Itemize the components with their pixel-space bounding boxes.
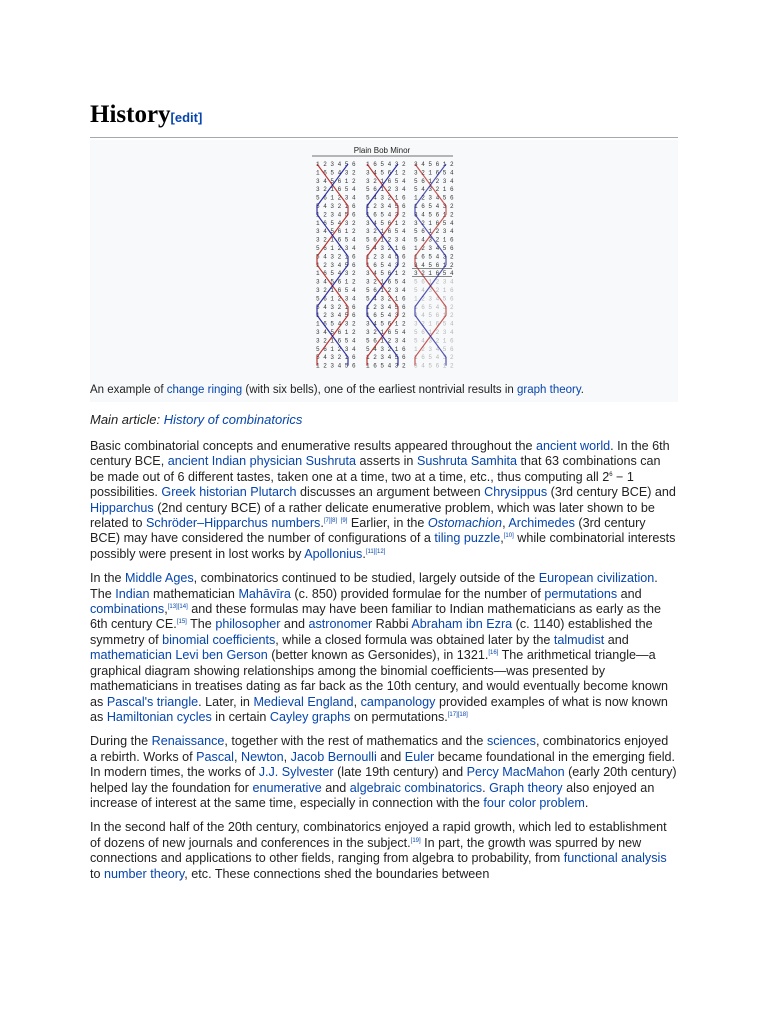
hamiltonian-cycles-link[interactable]: Hamiltonian cycles [106,709,212,724]
bell-row-digits: 3 2 1 6 5 4 [414,270,454,278]
combinations-link[interactable]: combinations [90,602,165,617]
bell-row-digits: 1 2 3 4 5 6 [316,312,356,320]
bell-row-digits: 1 6 5 4 3 2 [316,270,356,278]
chrysippus-link[interactable]: Chrysippus [484,485,548,500]
bell-row-digits: 5 6 1 2 3 4 [316,194,356,202]
bell-row-digits: 5 4 3 2 1 6 [316,303,356,311]
bell-row-digits: 3 4 5 6 1 2 [366,270,406,278]
bell-row-digits: 3 4 5 6 1 2 [316,278,356,286]
bell-row-digits: 1 2 3 4 5 6 [366,303,406,311]
ostomachion-link[interactable]: Ostomachion [427,516,503,531]
bell-row-digits: 5 6 1 2 3 4 [414,329,454,336]
bell-row-digits: 1 2 3 4 5 6 [366,253,406,261]
percy-macmahon-link[interactable]: Percy MacMahon [466,765,565,780]
plutarch-link[interactable]: Greek historian Plutarch [161,485,297,500]
bell-row-digits: 3 2 1 6 5 4 [414,320,454,328]
bell-row-digits: 5 6 1 2 3 4 [414,177,454,185]
bell-row-digits: 1 2 3 4 5 6 [366,203,406,210]
bell-row-digits: 1 6 5 4 3 2 [366,312,406,320]
bell-row-digits: 3 2 1 6 5 4 [414,219,454,227]
bell-row-digits: 1 2 3 4 5 6 [316,161,356,168]
figure-caption: An example of change ringing (with six bells), one of the earliest nontrivial results in graph theory. [90,384,584,396]
bell-row-digits: 3 4 5 6 1 2 [414,161,454,168]
bell-row-digits: 3 4 5 6 1 2 [316,177,356,185]
astronomer-link[interactable]: astronomer [308,617,373,632]
bell-row-digits: 1 6 5 4 3 2 [366,211,406,219]
bell-row-digits: 5 4 3 2 1 6 [316,203,356,210]
four-color-problem-link[interactable]: four color problem [483,795,585,810]
algebraic-combinatorics-link[interactable]: algebraic combinatorics [349,780,483,795]
bell-row-digits: 3 4 5 6 1 2 [366,169,406,177]
philosopher-link[interactable]: philosopher [215,617,281,632]
bell-row-digits: 1 2 3 4 5 6 [414,245,454,252]
bell-row-digits: 1 6 5 4 3 2 [366,161,406,168]
bell-row-digits: 1 6 5 4 3 2 [366,261,406,269]
main-article-hatnote: Main article: History of combinatorics [90,412,303,427]
tiling-puzzle-link[interactable]: tiling puzzle [434,531,501,546]
bell-row-digits: 5 4 3 2 1 6 [366,345,406,353]
abraham-ibn-ezra-link[interactable]: Abraham ibn Ezra [411,617,513,632]
history-of-combinatorics-link[interactable]: History of combinatorics [163,412,303,427]
plain-bob-minor-diagram[interactable] [310,144,455,381]
bell-row-digits: 3 2 1 6 5 4 [366,278,406,286]
bell-row-digits: 5 4 3 2 1 6 [366,245,406,252]
reference-7-8[interactable]: [7][8] [323,517,338,524]
paragraph-3: During the Renaissance, together with the rest of mathematics and the sciences, combinatorics enjoyed a rebirth. Works of Pascal, Newton, Jacob Bernoulli and Euler became foundational in the emerging field. In modern times, the works of J.J. Sylvester (late 19th century) and Percy MacMahon (early 20th century) helped lay the foundation for enumerative and algebraic combinatorics. Graph theory also enjoyed an increase of interest at the same time, especially in connection with the four color problem. [90,734,677,810]
european-civilization-link[interactable]: European civilization [538,571,655,586]
diagram-title: Plain Bob Minor [353,146,411,155]
bell-row-digits: 3 2 1 6 5 4 [316,236,356,244]
paragraph-2: In the Middle Ages, combinatorics continued to be studied, largely outside of the European civilization. The Indian mathematician Mahāvīra (c. 850) provided formulae for the number of permutations and combinations,[13][14] and these formulas may have been familiar to Indian mathematicians as early as the 6th century CE.[15] The philosopher and astronomer Rabbi Abraham ibn Ezra (c. 1140) established the symmetry of binomial coefficients, while a closed formula was obtained later by the talmudist and mathematician Levi ben Gerson (better known as Gersonides), in 1321.[16] The arithmetical triangle—a graphical diagram showing relationships among the binomial coefficients—was presented by mathematicians in treatises dating as far back as the 10th century, and would eventually become known as Pascal's triangle. Later, in Medieval England, campanology provided examples of what is now known as Hamiltonian cycles in certain Cayley graphs on permutations.[17][18] [90,571,669,724]
reference-15[interactable]: [15] [176,619,187,626]
bell-row-digits: 3 2 1 6 5 4 [414,169,454,177]
apollonius-link[interactable]: Apollonius [304,546,363,561]
bell-row-digits: 1 2 3 4 5 6 [414,194,454,202]
bell-row-digits: 1 2 3 4 5 6 [414,345,454,353]
jj-sylvester-link[interactable]: J.J. Sylvester [258,765,334,780]
sushruta-samhita-link[interactable]: Sushruta Samhita [416,454,518,469]
bell-row-digits: 5 6 1 2 3 4 [414,228,454,236]
bell-row-digits: 1 6 5 4 3 2 [316,219,356,227]
bell-row-digits: 3 4 5 6 1 2 [366,320,406,328]
graph-theory-link[interactable]: graph theory [517,384,581,396]
bell-row-digits: 1 6 5 4 3 2 [316,169,356,177]
reference-11-12[interactable]: [11][12] [365,548,386,555]
bell-row-digits: 3 4 5 6 1 2 [366,219,406,227]
bell-row-digits: 5 6 1 2 3 4 [316,345,356,353]
paragraph-4: In the second half of the 20th century, combinatorics enjoyed a rapid growth, which led to establishment of dozens of new journals and conferences in the subject.[19] In part, the growth was spurred by new connections and applications to other fields, ranging from algebra to probability, from functional analysis to number theory, etc. These connections shed the boundaries between [90,820,667,881]
reference-16[interactable]: [16] [488,650,499,657]
bell-row-digits: 5 4 3 2 1 6 [316,354,356,362]
change-ringing-link[interactable]: change ringing [166,384,243,396]
bell-row-digits: 3 2 1 6 5 4 [316,186,356,194]
reference-17-18[interactable]: [17][18] [447,711,468,718]
sushruta-link[interactable]: ancient Indian physician Sushruta [167,454,357,469]
functional-analysis-link[interactable]: functional analysis [563,851,667,866]
bell-row-digits: 1 2 3 4 5 6 [316,261,356,269]
bell-row-digits: 3 4 5 6 1 2 [414,312,454,320]
bell-row-digits: 5 6 1 2 3 4 [366,236,406,244]
bell-row-digits: 5 6 1 2 3 4 [366,287,406,294]
reference-10[interactable]: [10] [503,533,514,540]
bell-row-digits: 1 6 5 4 3 2 [414,354,454,362]
campanology-link[interactable]: campanology [360,694,436,709]
bell-row-digits: 5 6 1 2 3 4 [414,278,454,286]
bell-row-digits: 5 4 3 2 1 6 [366,194,406,202]
bell-row-digits: 3 2 1 6 5 4 [366,329,406,336]
schroder-hipparchus-link[interactable]: Schröder–Hipparchus numbers [146,516,321,531]
bell-row-digits: 5 4 3 2 1 6 [414,186,454,194]
indian-link[interactable]: Indian [115,586,150,601]
bell-row-digits: 1 6 5 4 3 2 [316,320,356,328]
newton-link[interactable]: Newton [240,749,284,764]
article-section [90,100,678,891]
cayley-graphs-link[interactable]: Cayley graphs [269,709,351,724]
bell-row-digits: 1 2 3 4 5 6 [366,354,406,362]
edit-link[interactable]: [edit] [170,110,203,125]
number-theory-link[interactable]: number theory [104,866,185,881]
bell-row-digits: 5 6 1 2 3 4 [366,186,406,194]
figure-thumbnail [90,140,678,402]
jacob-bernoulli-link[interactable]: Jacob Bernoulli [290,749,377,764]
mahavira-link[interactable]: Mahāvīra [238,586,291,601]
hipparchus-link[interactable]: Hipparchus [90,500,154,515]
bell-row-digits: 1 6 5 4 3 2 [414,253,454,261]
talmudist-link[interactable]: talmudist [553,632,605,647]
bell-row-digits: 3 4 5 6 1 2 [414,362,454,370]
bell-row-digits: 3 2 1 6 5 4 [366,177,406,185]
reference-9[interactable]: [9] [340,517,348,524]
pascals-triangle-link[interactable]: Pascal's triangle [106,694,199,709]
bell-row-digits: 5 4 3 2 1 6 [414,236,454,244]
enumerative-link[interactable]: enumerative [252,780,322,795]
bell-row-digits: 5 4 3 2 1 6 [366,295,406,303]
ancient-world-link[interactable]: ancient world [535,439,611,453]
reference-13-14[interactable]: [13][14] [167,603,188,610]
bell-row-digits: 1 6 5 4 3 2 [366,362,406,370]
reference-19[interactable]: [19] [410,837,421,844]
levi-ben-gerson-link[interactable]: mathematician Levi ben Gerson [90,648,268,663]
euler-link[interactable]: Euler [404,749,435,764]
bell-row-digits: 3 2 1 6 5 4 [366,228,406,236]
bell-row-digits: 3 2 1 6 5 4 [316,287,356,294]
bell-row-digits: 5 4 3 2 1 6 [316,253,356,261]
binomial-coefficients-link[interactable]: binomial coefficients [162,632,276,647]
renaissance-link[interactable]: Renaissance [151,734,225,749]
heading-divider [90,137,678,138]
archimedes-link[interactable]: Archimedes [508,516,575,531]
bell-row-digits: 1 2 3 4 5 6 [316,362,356,370]
bell-row-digits: 5 4 3 2 1 6 [414,287,454,294]
bell-row-digits: 1 6 5 4 3 2 [414,203,454,210]
bell-row-digits: 1 6 5 4 3 2 [414,303,454,311]
bell-row-digits: 5 4 3 2 1 6 [414,337,454,345]
bell-row-digits: 3 2 1 6 5 4 [316,337,356,345]
bell-row-digits: 3 4 5 6 1 2 [414,261,454,269]
section-title: History [90,101,171,128]
paragraph-1: Basic combinatorial concepts and enumerative results appeared throughout the ancient world. In the 6th century BCE, ancient Indian physician Sushruta asserts in Sushruta Samhita that 63 combinations can be made out of 6 different tastes, taken one at a time, two at a time, etc., thus computing all $2^6 - 1$ possibilities. Greek historian Plutarch discusses an argument between Chrysippus (3rd century BCE) and Hipparchus (2nd century BCE) of a rather delicate enumerative problem, which was later shown to be related to Schröder–Hipparchus numbers.[7][8] [9] Earlier, in the Ostomachion, Archimedes (3rd century BCE) may have considered the number of configurations of a tiling puzzle,[10] while combinatorial interests possibly were present in lost works by Apollonius.[11][12] [90,439,676,561]
bell-row-digits: 1 2 3 4 5 6 [316,211,356,219]
bell-row-digits: 3 4 5 6 1 2 [316,329,356,336]
bell-row-digits: 5 6 1 2 3 4 [366,337,406,345]
middle-ages-link[interactable]: Middle Ages [125,571,194,586]
section-heading [90,100,678,133]
bell-row-digits: 5 6 1 2 3 4 [316,245,356,252]
bell-row-digits: 3 4 5 6 1 2 [414,211,454,219]
pascal-link[interactable]: Pascal [196,749,234,764]
bell-row-digits: 3 4 5 6 1 2 [316,228,356,236]
bell-row-digits: 5 6 1 2 3 4 [316,295,356,303]
medieval-england-link[interactable]: Medieval England [253,694,354,709]
bell-row-digits: 1 2 3 4 5 6 [414,295,454,303]
permutations-link[interactable]: permutations [544,586,618,601]
graph-theory-text-link[interactable]: Graph theory [489,780,563,795]
sciences-link[interactable]: sciences [486,734,536,749]
